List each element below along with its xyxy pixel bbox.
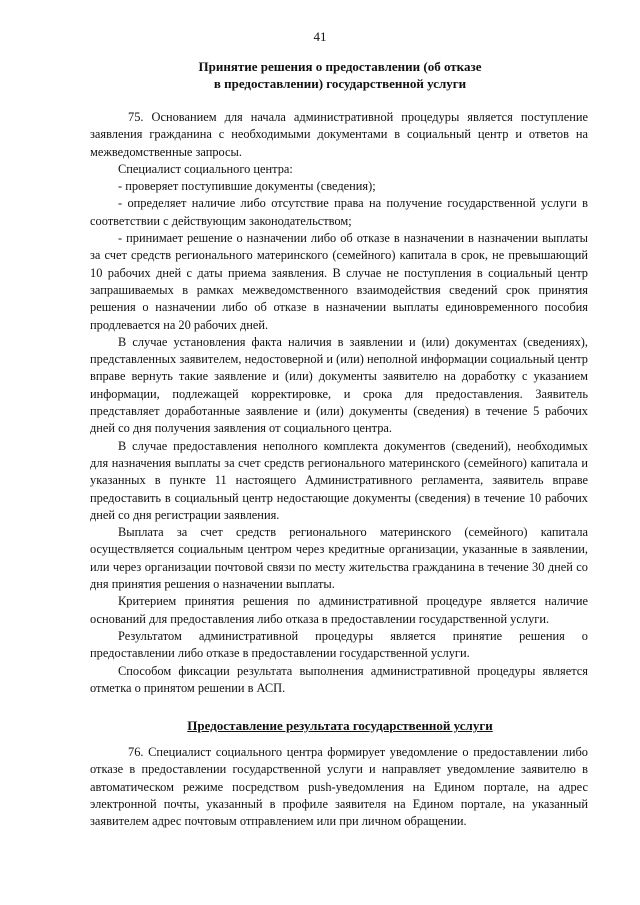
paragraph: - проверяет поступившие документы (сведения);: [118, 179, 376, 194]
section-heading-line-1: Принятие решения о предоставлении (об отказе: [198, 59, 482, 74]
section-body-decision: [90, 109, 588, 697]
paragraph: Выплата за счет средств регионального материнского (семейного) капитала осуществляется социальным центром через кредитные организации, указанные в заявлении, или через организации почтовой связи по месту жительства гражданина в течение 30 дней со дня принятия решения о назначении выплаты.: [90, 525, 588, 592]
paragraph: - принимает решение о назначении либо об отказе в назначении в назначении выплаты за счет средств регионального материнского (семейного) капитала в срок, не превышающий 10 рабочих дней с даты приема заявления. В случае не поступления в социальный центр запрашиваемых в рамках межведомственного взаимодействия сведений срок принятия решения о назначении либо об отказе в назначении выплаты единовременного пособия продлевается на 20 рабочих дней.: [90, 231, 588, 332]
section-heading-line-2: в предоставлении) государственной услуги: [213, 76, 467, 91]
paragraph: 75. Основанием для начала административной процедуры является поступление заявления гражданина с необходимыми документами в социальный центр и ответов на межведомственные запросы.: [90, 110, 588, 159]
page-number: 41: [313, 29, 327, 44]
section-heading-decision: [90, 58, 590, 92]
section-heading-result: Предоставление результата государственной услуги: [187, 718, 493, 733]
paragraph: В случае предоставления неполного комплекта документов (сведений), необходимых для назначения выплаты за счет средств регионального материнского (семейного) капитала и указанных в пункте 11 настоящего Административного регламента, заявитель вправе предоставить в социальный центр недостающие документы (сведения) в течение 10 рабочих дней со дня регистрации заявления.: [90, 438, 588, 522]
paragraph: 76. Специалист социального центра формирует уведомление о предоставлении либо отказе в предоставлении государственной услуги и направляет уведомление заявителю в автоматическом режиме посредством push-уведомления на Едином портале, на адрес электронной почты, указанный в профиле заявителя на Едином портале, на указанный заявителем адрес почтовым отправлением или при личном обращении.: [90, 745, 588, 829]
paragraph: Способом фиксации результата выполнения административной процедуры является отметка о принятом решении в АСП.: [90, 663, 588, 695]
section-body-result: [90, 744, 588, 830]
paragraph: - определяет наличие либо отсутствие права на получение государственной услуги в соответствии с действующим законодательством;: [90, 196, 588, 228]
paragraph: В случае установления факта наличия в заявлении и (или) документах (сведениях), представленных заявителем, недостоверной и (или) неполной информации социальный центр вправе вернуть такие заявление и (или) документы заявителю на доработку с указанием информации, подлежащей корректировке, и срока для предоставления. Заявитель представляет доработанные заявление и (или) документы (сведения) в течение 5 рабочих дней со дня получения заявления от социального центра.: [90, 334, 588, 436]
paragraph: Специалист социального центра:: [118, 161, 293, 176]
paragraph: Критерием принятия решения по административной процедуре является наличие оснований для предоставления либо отказа в предоставлении государственной услуги.: [90, 594, 588, 626]
paragraph: Результатом административной процедуры является принятие решения о предоставлении либо отказе в предоставлении государственной услуги.: [90, 628, 588, 661]
